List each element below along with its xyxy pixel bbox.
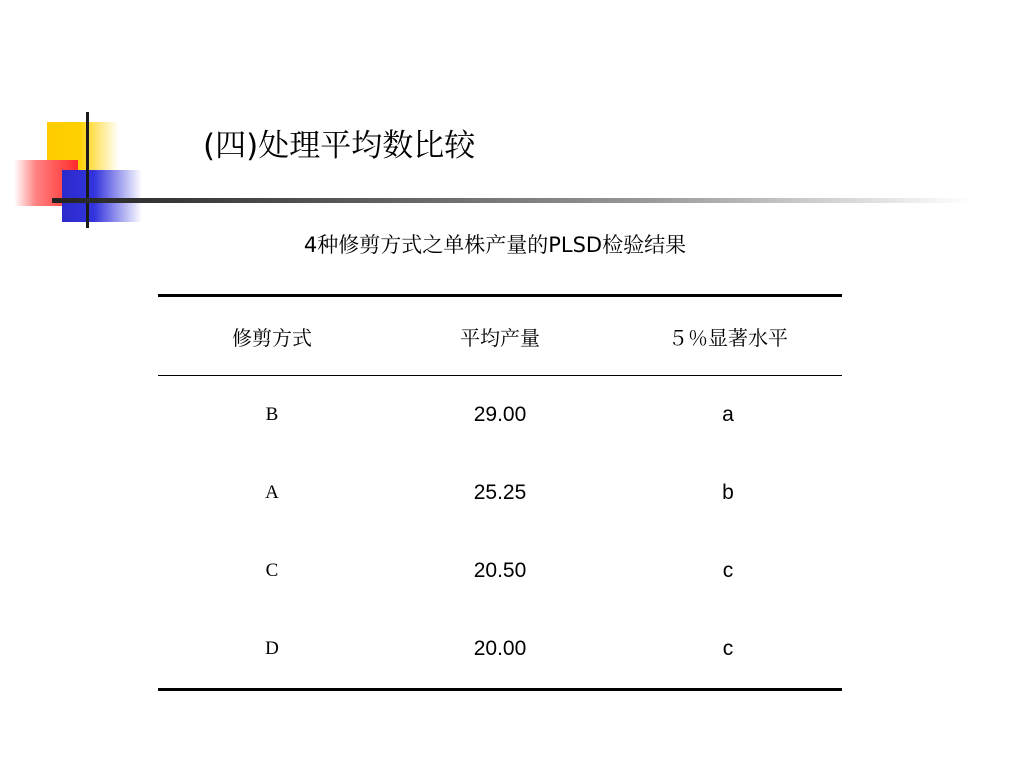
cell-method: C <box>265 560 279 581</box>
header-significance: ５％显著水平 <box>668 325 788 350</box>
cell-mean: 25.25 <box>473 481 527 504</box>
plsd-results-table <box>158 294 842 691</box>
cell-mean: 29.00 <box>473 403 527 426</box>
cell-method: B <box>265 404 279 425</box>
cell-significance: a <box>722 403 734 426</box>
title-underline-rule <box>52 198 972 203</box>
header-method: 修剪方式 <box>232 325 312 350</box>
vertical-accent-line <box>86 112 89 228</box>
cell-mean: 20.00 <box>473 637 527 660</box>
slide-logo-decoration <box>0 0 160 240</box>
cell-method: D <box>265 638 279 659</box>
blue-square <box>62 170 142 222</box>
cell-significance: c <box>722 559 734 582</box>
slide-title: (四)处理平均数比较 <box>203 128 476 164</box>
table-row <box>158 454 842 532</box>
cell-mean: 20.50 <box>473 559 527 582</box>
cell-method: A <box>265 482 279 503</box>
table-row <box>158 532 842 610</box>
results-table-container <box>158 294 842 691</box>
cell-significance: c <box>722 637 734 660</box>
header-mean-yield: 平均产量 <box>460 325 540 350</box>
table-header-row <box>158 296 842 376</box>
cell-significance: b <box>722 481 734 504</box>
table-caption: 4种修剪方式之单株产量的PLSD检验结果 <box>303 233 687 257</box>
table-row <box>158 610 842 690</box>
table-row <box>158 376 842 455</box>
